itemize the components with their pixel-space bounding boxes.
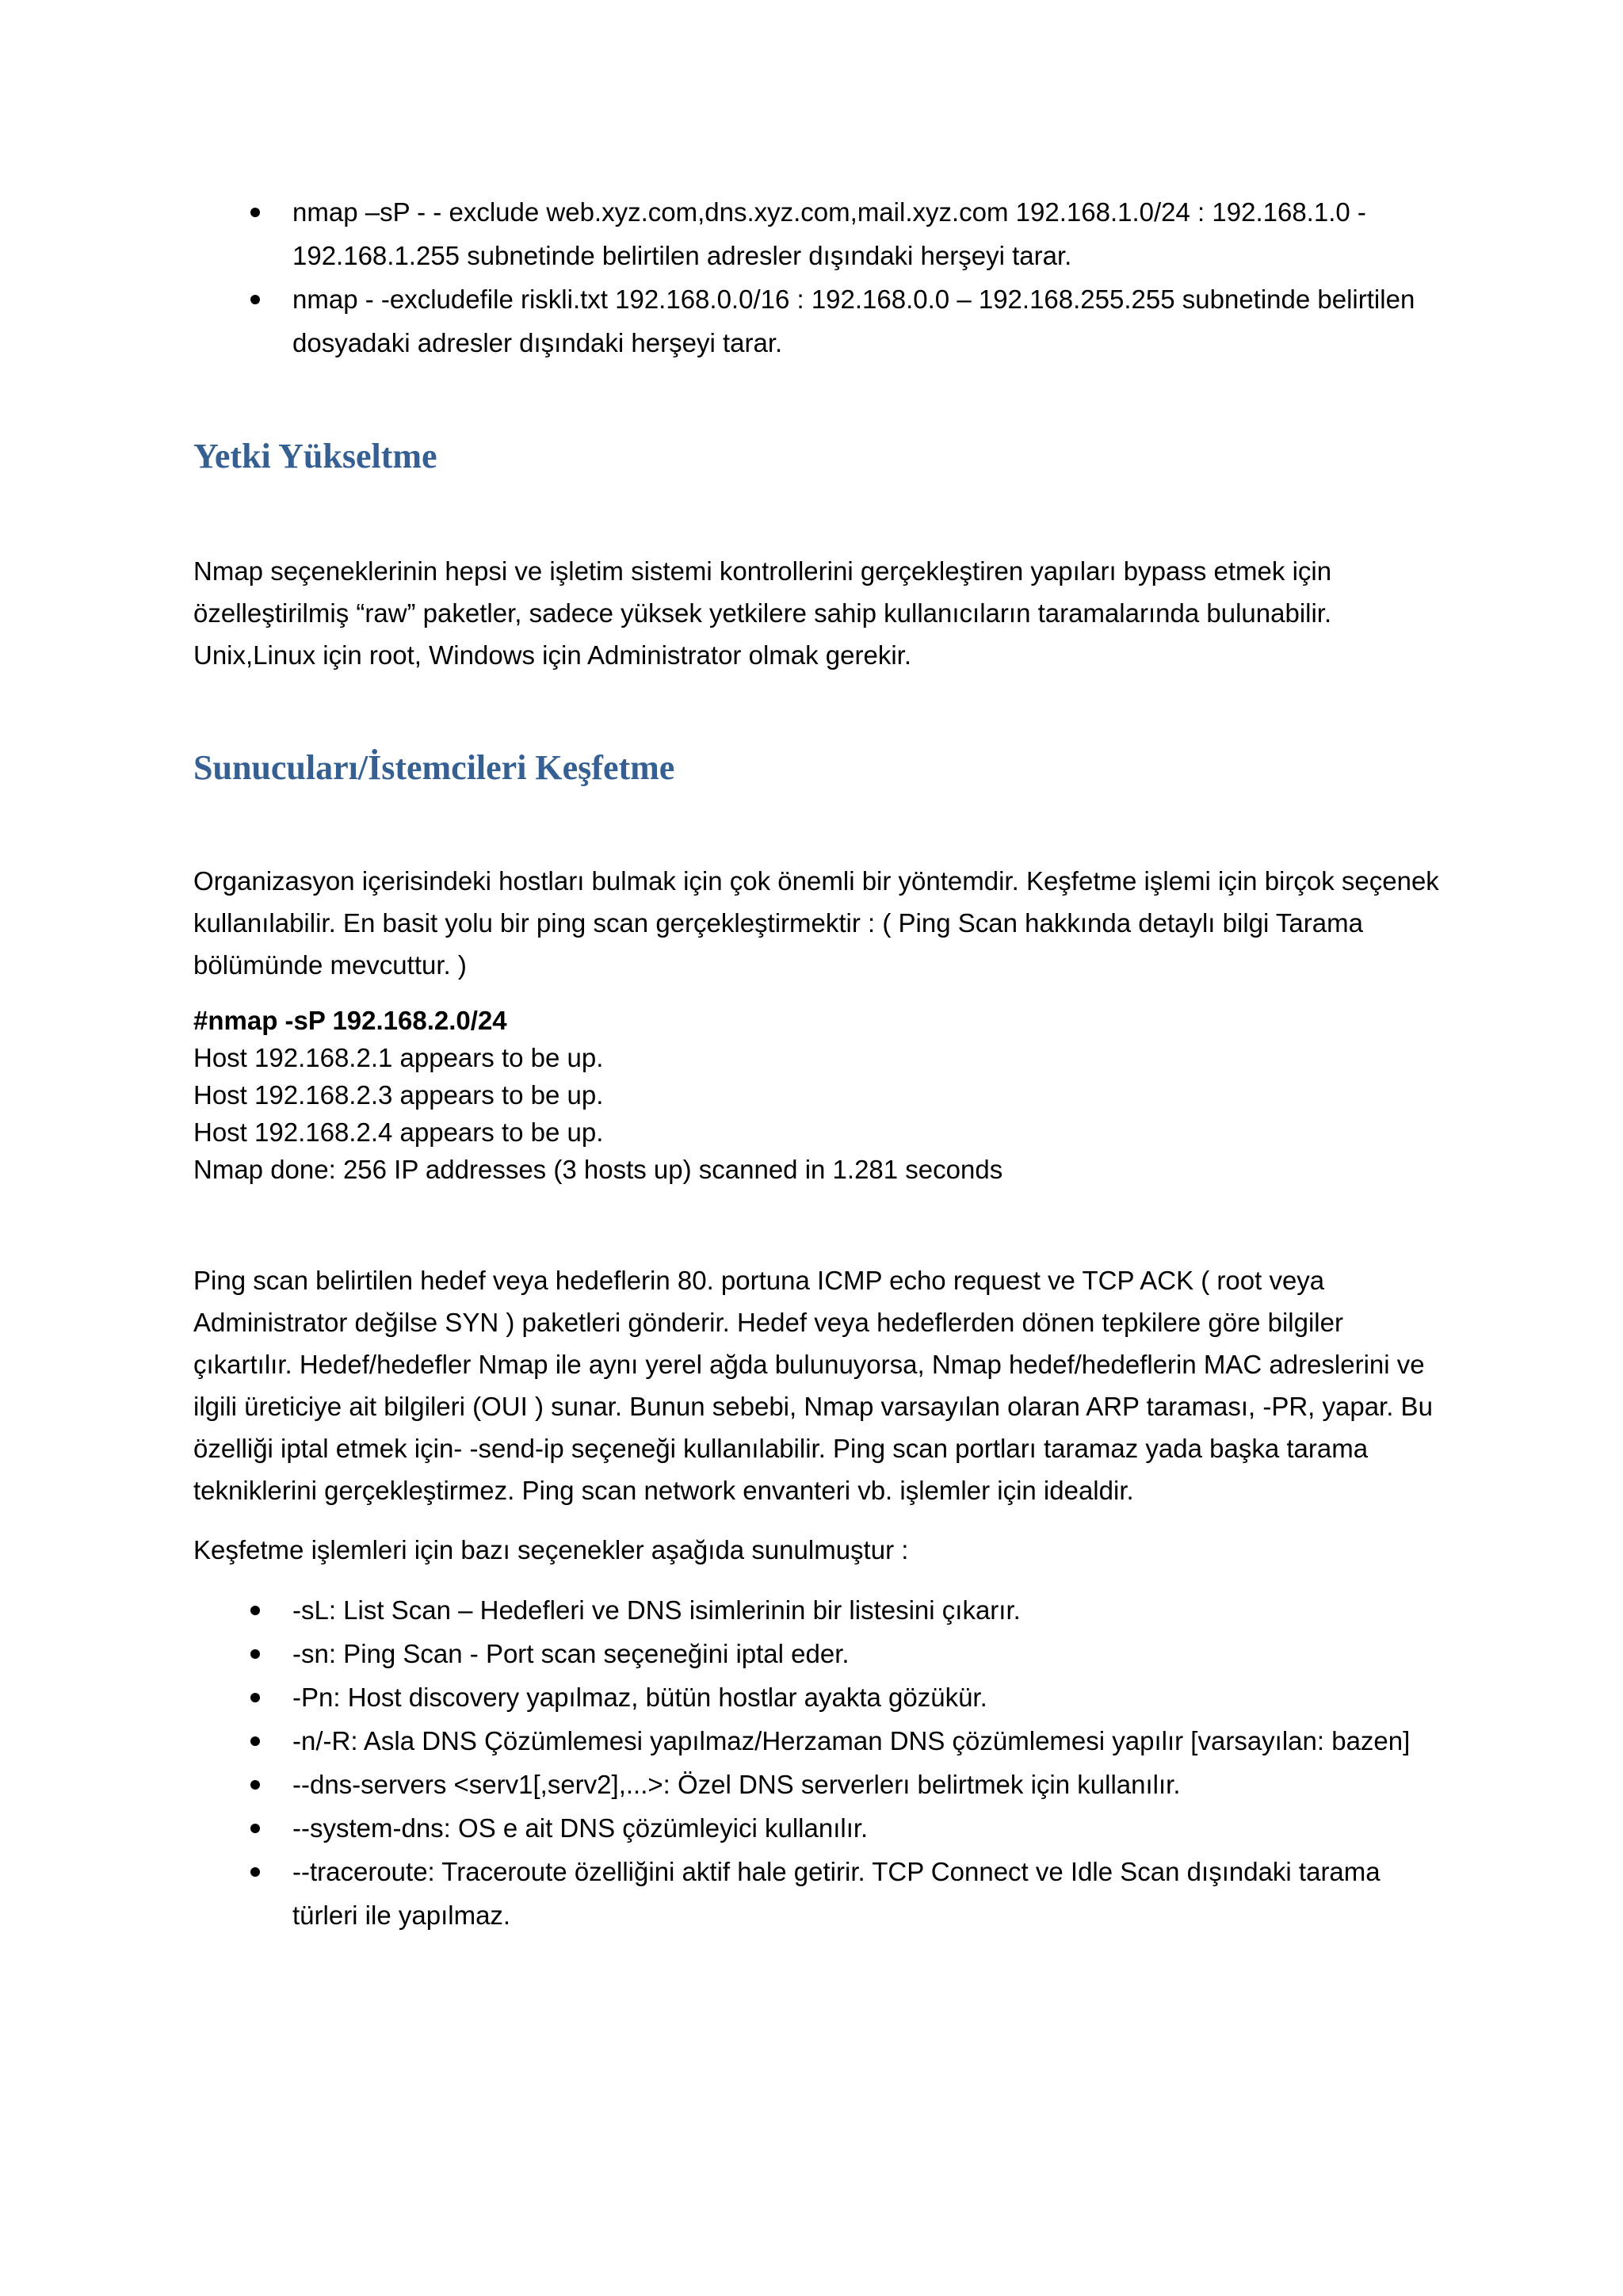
options-bullet-list — [193, 1588, 1445, 1937]
option-item — [193, 1675, 1445, 1719]
privilege-paragraph: Nmap seçeneklerinin hepsi ve işletim sistemi kontrollerini gerçekleştiren yapıları bypass etmek için özelleştirilmiş “raw” paketler, sadece yüksek yetkilere sahip kullanıcıların taramalarında bulunabilir. Unix,Linux için root, Windows için Administrator olmak gerekir. — [193, 556, 1332, 670]
output-line: Nmap done: 256 IP addresses (3 hosts up) scanned in 1.281 seconds — [193, 1155, 1003, 1184]
bullet-icon — [250, 1736, 260, 1746]
discovery-intro-paragraph: Organizasyon içerisindeki hostları bulmak için çok önemli bir yöntemdir. Keşfetme işlemi için birçok seçenek kullanılabilir. En basit yolu bir ping scan gerçekleştirmektir : ( Ping Scan hakkında detaylı bilgi Tarama bölümünde mevcuttur. ) — [193, 866, 1439, 980]
option-item — [193, 1806, 1445, 1850]
output-line: Host 192.168.2.4 appears to be up. — [193, 1117, 604, 1147]
ping-scan-explanation: Ping scan belirtilen hedef veya hedeflerin 80. portuna ICMP echo request ve TCP ACK ( root veya Administrator değilse SYN ) paketleri gönderir. Hedef veya hedeflerden dönen tepkilere göre bilgiler çıkartılır. Hedef/hedefler Nmap ile aynı yerel ağda bulunuyorsa, Nmap hedef/hedeflerin MAC adreslerini ve ilgili üreticiye ait bilgileri (OUI ) sunar. Bunun sebebi, Nmap varsayılan olaran ARP taraması, -PR, yapar. Bu özelliği iptal etmek için- -send-ip seçeneği kullanılabilir. Ping scan portları taramaz yada başka tarama tekniklerini gerçekleştirmez. Ping scan network envanteri vb. işlemler için idealdir. — [193, 1266, 1433, 1505]
bullet-icon — [250, 295, 260, 304]
output-line: Host 192.168.2.3 appears to be up. — [193, 1080, 604, 1110]
section-heading-privilege: Yetki Yükseltme — [193, 437, 437, 476]
page-content — [193, 190, 1445, 1937]
option-item — [193, 1719, 1445, 1763]
option-text: -sn: Ping Scan - Port scan seçeneğini iptal eder. — [292, 1639, 850, 1668]
bullet-text: nmap –sP - - exclude web.xyz.com,dns.xyz.com,mail.xyz.com 192.168.1.0/24 : 192.168.1.0 - 192.168.1.255 subnetinde belirtilen adresler dışındaki herşeyi tarar. — [292, 197, 1366, 270]
option-text: --system-dns: OS e ait DNS çözümleyici kullanılır. — [292, 1813, 869, 1843]
bullet-icon — [250, 1649, 260, 1659]
bullet-icon — [250, 1606, 260, 1615]
option-text: -n/-R: Asla DNS Çözümlemesi yapılmaz/Herzaman DNS çözümlemesi yapılır [varsayılan: bazen] — [292, 1726, 1411, 1755]
option-text: --traceroute: Traceroute özelliğini aktif hale getirir. TCP Connect ve Idle Scan dışındaki tarama türleri ile yapılmaz. — [292, 1857, 1381, 1930]
option-text: --dns-servers <serv1[,serv2],...>: Özel DNS serverlerı belirtmek için kullanılır. — [292, 1770, 1181, 1799]
option-text: -Pn: Host discovery yapılmaz, bütün hostlar ayakta gözükür. — [292, 1683, 987, 1712]
option-item — [193, 1763, 1445, 1806]
bullet-item — [193, 190, 1445, 277]
bullet-icon — [250, 208, 260, 217]
bullet-icon — [250, 1824, 260, 1833]
option-text: -sL: List Scan – Hedefleri ve DNS isimlerinin bir listesini çıkarır. — [292, 1595, 1021, 1625]
option-item — [193, 1632, 1445, 1675]
top-bullet-list — [193, 190, 1445, 365]
options-intro: Keşfetme işlemleri için bazı seçenekler aşağıda sunulmuştur : — [193, 1535, 909, 1564]
command-output-block — [193, 1002, 1445, 1188]
option-item — [193, 1588, 1445, 1632]
bullet-icon — [250, 1780, 260, 1790]
section-heading-discovery: Sunucuları/İstemcileri Keşfetme — [193, 748, 675, 787]
bullet-item — [193, 277, 1445, 365]
bullet-text: nmap - -excludefile riskli.txt 192.168.0.0/16 : 192.168.0.0 – 192.168.255.255 subnetinde belirtilen dosyadaki adresler dışındaki herşeyi tarar. — [292, 285, 1415, 357]
output-line: Host 192.168.2.1 appears to be up. — [193, 1043, 604, 1072]
bullet-icon — [250, 1867, 260, 1877]
option-item — [193, 1850, 1445, 1937]
bullet-icon — [250, 1693, 260, 1702]
nmap-command: #nmap -sP 192.168.2.0/24 — [193, 1006, 507, 1035]
